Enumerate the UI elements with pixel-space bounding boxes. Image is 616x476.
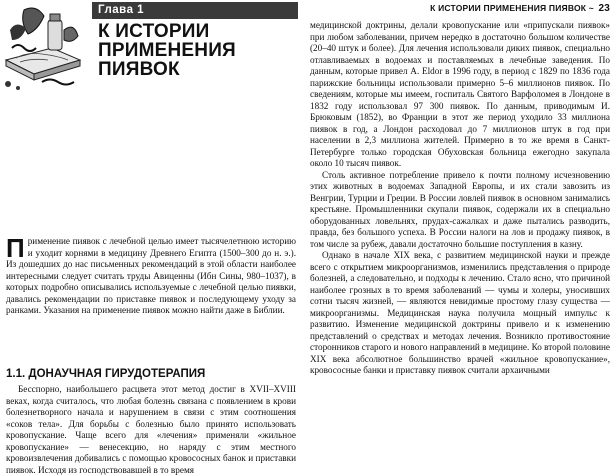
leech-illustration — [2, 0, 84, 92]
chapter-title — [98, 22, 298, 79]
running-title: К ИСТОРИИ ПРИМЕНЕНИЯ ПИЯВОК — [430, 3, 587, 13]
left-column — [0, 0, 300, 475]
body-paragraph: медицинской доктрины, делали кровопускание или «припускали пиявок» при любом заболевании, причем нередко в достаточно большом количестве (20–40 штук и более). Для лечения использовали диких пиявок, специально отлавливаемых в водоемах и поставляемых в лечебные заведения. По данным, которые привел A. Eldor в 1996 году, в период с 1829 по 1836 года парижские больницы использовали примерно 5–6 миллионов пиявок. По сведениям, которые мы имеем, госпиталь Святого Варфоломея в Лондоне в 1832 году использовал 97 300 пиявок. По данным, приводимым И. Брюковым (1852), во Франции в этот же период уходило 33 миллиона пиявок в год, а Лондон расходовал до 7 миллионов штук в год при населении в 2,3 миллиона жителей. Примерно в то же время в Санкт-Петербурге только городская Обуховская больница ежегодно закупала около 10 тысяч пиявок. — [310, 20, 610, 168]
running-header — [430, 3, 610, 14]
header-separator: ~ — [588, 3, 594, 13]
drop-cap: П — [6, 233, 25, 263]
chapter-title-line: ПРИМЕНЕНИЯ — [98, 40, 236, 61]
body-paragraph: Столь активное потребление привело к почти полному исчезновению этих животных в водоемах Западной Европы, и их стали завозить из Венгрии, Турции и Греции. В России ловлей пиявок в основном занимались крестьяне. Промышленники скупали пиявок, содержали их в специально оборудованных ловельнях, прудах-сажалках и даже пытались разводить, правда, без большого успеха. В России налоги на лов и продажу пиявок, в том числе за рубеж, давали достаточно большие поступления в казну. — [310, 169, 610, 249]
chapter-label: Глава 1 — [92, 2, 298, 19]
chapter-opener — [0, 0, 300, 92]
body-paragraph: Однако в начале XIX века, с развитием медицинской науки и прежде всего с открытием микроорганизмов, изменились представления о природе болезней, а следовательно, и подходы к лечению. Стало ясно, что причиной наиболее грозных в то время заболеваний — чумы и холеры, уносивших сотни тысяч жизней, — являются невидимые простому глазу существа — микроорганизмы. Медицинская наука получила мощный импульс к развитию. Изменение медицинской доктрины привело и к изменению представлений о средствах и методах лечения. Возникло противостояние сторонников старого и нового направлений в медицине. Ко второй половине XIX века абсолютное большинство врачей «жильное кровопускание», кровососные банки и приставку пиявок считали архаичными — [310, 250, 610, 375]
section-heading: 1.1. ДОНАУЧНАЯ ГИРУДОТЕРАПИЯ — [6, 368, 206, 380]
section-body — [6, 384, 296, 476]
page-number: 23 — [598, 3, 610, 14]
right-column — [310, 20, 610, 377]
intro-text: рименение пиявок с лечебной целью имеет тысячелетнюю историю и уходит корнями в медицину Древнего Египта (1500–300 до н. э.). Из дошедших до нас письменных рекомендаций в этой области наиболее интересными следует считать труды Авиценны (Ибн Сины, 980–1037), в которых подробно описывались используемые с лечебной целью пиявки, давались рекомендации по приставке пиявок и последующему уходу за ранками. Указания на применение пиявок можно найти даже в Библии. — [6, 236, 296, 315]
intro-paragraph — [6, 233, 296, 317]
section-paragraph: Бесспорно, наибольшего расцвета этот метод достиг в XVII–XVIII веках, когда считалось, что любая болезнь связана с появлением в крови болезнетворного начала и нарушением в связи с этим соотношения «соков тела». Для борьбы с болезнью было принято использовать кровопускание. Чаще всего для «лечения» применяли «жильное кровопускание» — венесекцию, но наряду с этим местного кровоизвлечения добивались с помощью кровососных банок и приставки пиявок. Исходя из господствовавшей в то время — [6, 384, 296, 475]
chapter-title-line: К ИСТОРИИ — [98, 21, 210, 42]
chapter-title-line: ПИЯВОК — [98, 59, 180, 80]
